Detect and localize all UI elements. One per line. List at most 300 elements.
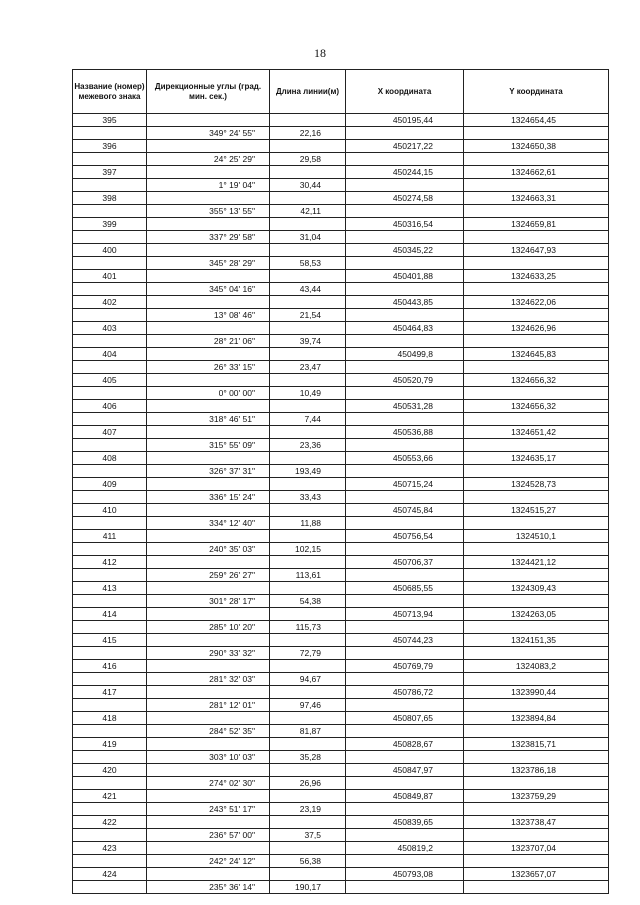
line-length: 35,28 [270,751,346,764]
y-coordinate: 1324626,96 [464,322,609,335]
empty-cell [346,179,464,192]
empty-cell [464,543,609,556]
point-row [73,868,609,881]
point-row [73,686,609,699]
y-coordinate: 1324421,12 [464,556,609,569]
point-row [73,114,609,127]
line-length: 23,36 [270,439,346,452]
x-coordinate: 450713,94 [346,608,464,621]
empty-cell [147,608,270,621]
direction-angle: 301° 28' 17" [147,595,270,608]
y-coordinate: 1324647,93 [464,244,609,257]
point-row [73,634,609,647]
x-coordinate: 450715,24 [346,478,464,491]
line-length: 10,49 [270,387,346,400]
line-length: 43,44 [270,283,346,296]
empty-cell [147,192,270,205]
empty-cell [270,738,346,751]
empty-cell [346,569,464,582]
line-length: 54,38 [270,595,346,608]
segment-row [73,855,609,868]
point-row [73,426,609,439]
empty-cell [73,257,147,270]
empty-cell [73,179,147,192]
empty-cell [346,231,464,244]
direction-angle: 303° 10' 03" [147,751,270,764]
segment-row [73,439,609,452]
empty-cell [73,413,147,426]
empty-cell [147,400,270,413]
y-coordinate: 1324151,35 [464,634,609,647]
point-row [73,348,609,361]
point-row [73,374,609,387]
empty-cell [270,556,346,569]
empty-cell [270,660,346,673]
coordinates-table [72,69,609,894]
empty-cell [464,569,609,582]
segment-row [73,829,609,842]
segment-row [73,153,609,166]
empty-cell [464,803,609,816]
empty-cell [464,829,609,842]
segment-row [73,621,609,634]
point-name: 396 [73,140,147,153]
point-row [73,166,609,179]
empty-cell [270,244,346,257]
table-header-row [73,70,609,114]
segment-row [73,179,609,192]
y-coordinate: 1324645,83 [464,348,609,361]
point-name: 409 [73,478,147,491]
empty-cell [73,569,147,582]
x-coordinate: 450847,97 [346,764,464,777]
line-length: 37,5 [270,829,346,842]
segment-row [73,595,609,608]
line-length: 94,67 [270,673,346,686]
empty-cell [73,803,147,816]
point-name: 415 [73,634,147,647]
point-name: 413 [73,582,147,595]
direction-angle: 345° 28' 29" [147,257,270,270]
empty-cell [346,153,464,166]
segment-row [73,205,609,218]
point-row [73,322,609,335]
direction-angle: 13° 08' 46" [147,309,270,322]
empty-cell [464,699,609,712]
y-coordinate: 1324633,25 [464,270,609,283]
point-name: 400 [73,244,147,257]
empty-cell [147,582,270,595]
empty-cell [464,595,609,608]
empty-cell [346,881,464,894]
empty-cell [346,309,464,322]
empty-cell [270,686,346,699]
line-length: 97,46 [270,699,346,712]
line-length: 29,58 [270,153,346,166]
empty-cell [73,387,147,400]
y-coordinate: 1324659,81 [464,218,609,231]
empty-cell [346,673,464,686]
empty-cell [73,127,147,140]
segment-row [73,647,609,660]
point-name: 407 [73,426,147,439]
direction-angle: 345° 04' 16" [147,283,270,296]
empty-cell [73,205,147,218]
line-length: 30,44 [270,179,346,192]
x-coordinate: 450536,88 [346,426,464,439]
empty-cell [464,127,609,140]
empty-cell [270,608,346,621]
empty-cell [147,426,270,439]
direction-angle: 0° 00' 00" [147,387,270,400]
segment-row [73,283,609,296]
y-coordinate: 1324622,06 [464,296,609,309]
segment-row [73,517,609,530]
point-row [73,400,609,413]
line-length: 22,16 [270,127,346,140]
empty-cell [147,868,270,881]
point-row [73,504,609,517]
direction-angle: 284° 52' 35" [147,725,270,738]
point-name: 424 [73,868,147,881]
empty-cell [73,517,147,530]
empty-cell [147,270,270,283]
direction-angle: 1° 19' 04" [147,179,270,192]
point-row [73,712,609,725]
line-length: 193,49 [270,465,346,478]
empty-cell [270,270,346,283]
segment-row [73,569,609,582]
x-coordinate: 450793,08 [346,868,464,881]
x-coordinate: 450849,87 [346,790,464,803]
empty-cell [270,634,346,647]
point-row [73,218,609,231]
line-length: 113,61 [270,569,346,582]
empty-cell [270,712,346,725]
line-length: 7,44 [270,413,346,426]
y-coordinate: 1323990,44 [464,686,609,699]
x-coordinate: 450274,58 [346,192,464,205]
empty-cell [73,699,147,712]
header-angle: Дирекционные углы (град. мин. сек.) [147,70,270,114]
point-name: 399 [73,218,147,231]
empty-cell [270,504,346,517]
point-row [73,764,609,777]
line-length: 42,11 [270,205,346,218]
empty-cell [270,192,346,205]
y-coordinate: 1324656,32 [464,374,609,387]
line-length: 23,47 [270,361,346,374]
empty-cell [464,647,609,660]
y-coordinate: 1323759,29 [464,790,609,803]
empty-cell [270,348,346,361]
empty-cell [346,725,464,738]
x-coordinate: 450217,22 [346,140,464,153]
line-length: 102,15 [270,543,346,556]
segment-row [73,231,609,244]
empty-cell [147,452,270,465]
empty-cell [73,751,147,764]
x-coordinate: 450786,72 [346,686,464,699]
empty-cell [464,257,609,270]
segment-row [73,673,609,686]
empty-cell [270,868,346,881]
point-name: 423 [73,842,147,855]
x-coordinate: 450531,28 [346,400,464,413]
empty-cell [464,231,609,244]
point-row [73,608,609,621]
empty-cell [464,751,609,764]
point-row [73,530,609,543]
empty-cell [73,153,147,166]
line-length: 21,54 [270,309,346,322]
x-coordinate: 450443,85 [346,296,464,309]
empty-cell [270,478,346,491]
empty-cell [147,738,270,751]
empty-cell [270,764,346,777]
empty-cell [147,218,270,231]
direction-angle: 274° 02' 30" [147,777,270,790]
empty-cell [270,322,346,335]
x-coordinate: 450401,88 [346,270,464,283]
empty-cell [346,647,464,660]
empty-cell [346,205,464,218]
point-name: 410 [73,504,147,517]
point-row [73,478,609,491]
point-name: 403 [73,322,147,335]
y-coordinate: 1324635,17 [464,452,609,465]
direction-angle: 24° 25' 29" [147,153,270,166]
x-coordinate: 450520,79 [346,374,464,387]
empty-cell [346,283,464,296]
empty-cell [147,478,270,491]
point-row [73,790,609,803]
empty-cell [346,829,464,842]
line-length: 190,17 [270,881,346,894]
segment-row [73,257,609,270]
x-coordinate: 450553,66 [346,452,464,465]
empty-cell [147,712,270,725]
point-row [73,452,609,465]
x-coordinate: 450499,8 [346,348,464,361]
empty-cell [346,361,464,374]
empty-cell [464,309,609,322]
y-coordinate: 1324510,1 [464,530,609,543]
segment-row [73,803,609,816]
direction-angle: 285° 10' 20" [147,621,270,634]
line-length: 31,04 [270,231,346,244]
line-length: 81,87 [270,725,346,738]
x-coordinate: 450839,65 [346,816,464,829]
point-name: 412 [73,556,147,569]
direction-angle: 334° 12' 40" [147,517,270,530]
empty-cell [270,582,346,595]
point-row [73,556,609,569]
empty-cell [73,335,147,348]
point-name: 401 [73,270,147,283]
empty-cell [73,439,147,452]
segment-row [73,335,609,348]
empty-cell [464,673,609,686]
empty-cell [270,374,346,387]
empty-cell [147,296,270,309]
point-name: 420 [73,764,147,777]
empty-cell [464,621,609,634]
empty-cell [147,348,270,361]
direction-angle: 281° 32' 03" [147,673,270,686]
point-row [73,270,609,283]
empty-cell [147,322,270,335]
x-coordinate: 450807,65 [346,712,464,725]
direction-angle: 290° 33' 32" [147,647,270,660]
point-name: 408 [73,452,147,465]
empty-cell [147,816,270,829]
point-name: 402 [73,296,147,309]
empty-cell [464,335,609,348]
y-coordinate: 1323657,07 [464,868,609,881]
empty-cell [147,686,270,699]
point-row [73,296,609,309]
point-name: 411 [73,530,147,543]
x-coordinate: 450685,55 [346,582,464,595]
x-coordinate: 450706,37 [346,556,464,569]
point-name: 418 [73,712,147,725]
segment-row [73,777,609,790]
segment-row [73,387,609,400]
empty-cell [346,595,464,608]
empty-cell [346,751,464,764]
direction-angle: 240° 35' 03" [147,543,270,556]
empty-cell [73,361,147,374]
empty-cell [346,543,464,556]
x-coordinate: 450745,84 [346,504,464,517]
x-coordinate: 450316,54 [346,218,464,231]
header-x: X координата [346,70,464,114]
empty-cell [147,530,270,543]
y-coordinate: 1324654,45 [464,114,609,127]
direction-angle: 318° 46' 51" [147,413,270,426]
segment-row [73,543,609,556]
empty-cell [73,829,147,842]
empty-cell [346,439,464,452]
segment-row [73,465,609,478]
empty-cell [147,764,270,777]
point-row [73,738,609,751]
point-name: 421 [73,790,147,803]
segment-row [73,127,609,140]
empty-cell [270,816,346,829]
empty-cell [73,673,147,686]
empty-cell [73,595,147,608]
x-coordinate: 450756,54 [346,530,464,543]
empty-cell [346,855,464,868]
empty-cell [147,114,270,127]
empty-cell [147,504,270,517]
empty-cell [346,387,464,400]
empty-cell [73,725,147,738]
y-coordinate: 1324263,05 [464,608,609,621]
header-length: Длина линии(м) [270,70,346,114]
y-coordinate: 1324650,38 [464,140,609,153]
empty-cell [270,296,346,309]
x-coordinate: 450769,79 [346,660,464,673]
segment-row [73,699,609,712]
direction-angle: 315° 55' 09" [147,439,270,452]
empty-cell [270,842,346,855]
empty-cell [73,621,147,634]
empty-cell [464,491,609,504]
point-name: 405 [73,374,147,387]
line-length: 23,19 [270,803,346,816]
y-coordinate: 1324662,61 [464,166,609,179]
direction-angle: 242° 24' 12" [147,855,270,868]
empty-cell [464,725,609,738]
point-name: 397 [73,166,147,179]
empty-cell [464,465,609,478]
empty-cell [270,790,346,803]
empty-cell [346,257,464,270]
x-coordinate: 450828,67 [346,738,464,751]
direction-angle: 337° 29' 58" [147,231,270,244]
point-row [73,140,609,153]
segment-row [73,725,609,738]
line-length: 58,53 [270,257,346,270]
point-row [73,842,609,855]
direction-angle: 236° 57' 00" [147,829,270,842]
y-coordinate: 1323738,47 [464,816,609,829]
point-name: 406 [73,400,147,413]
empty-cell [147,166,270,179]
y-coordinate: 1324528,73 [464,478,609,491]
line-length: 115,73 [270,621,346,634]
point-name: 398 [73,192,147,205]
direction-angle: 243° 51' 17" [147,803,270,816]
empty-cell [346,803,464,816]
point-name: 422 [73,816,147,829]
empty-cell [464,387,609,400]
empty-cell [147,790,270,803]
segment-row [73,751,609,764]
y-coordinate: 1324663,31 [464,192,609,205]
point-name: 416 [73,660,147,673]
empty-cell [73,881,147,894]
point-name: 419 [73,738,147,751]
empty-cell [346,777,464,790]
y-coordinate: 1323815,71 [464,738,609,751]
empty-cell [270,452,346,465]
empty-cell [464,413,609,426]
direction-angle: 235° 36' 14" [147,881,270,894]
direction-angle: 349° 24' 55" [147,127,270,140]
empty-cell [346,517,464,530]
point-row [73,192,609,205]
x-coordinate: 450819,2 [346,842,464,855]
page-number: 18 [314,46,326,60]
line-length: 26,96 [270,777,346,790]
direction-angle: 259° 26' 27" [147,569,270,582]
direction-angle: 281° 12' 01" [147,699,270,712]
header-y: Y координата [464,70,609,114]
empty-cell [147,842,270,855]
empty-cell [346,621,464,634]
line-length: 11,88 [270,517,346,530]
x-coordinate: 450195,44 [346,114,464,127]
empty-cell [346,465,464,478]
empty-cell [270,140,346,153]
direction-angle: 336° 15' 24" [147,491,270,504]
empty-cell [270,426,346,439]
empty-cell [147,660,270,673]
